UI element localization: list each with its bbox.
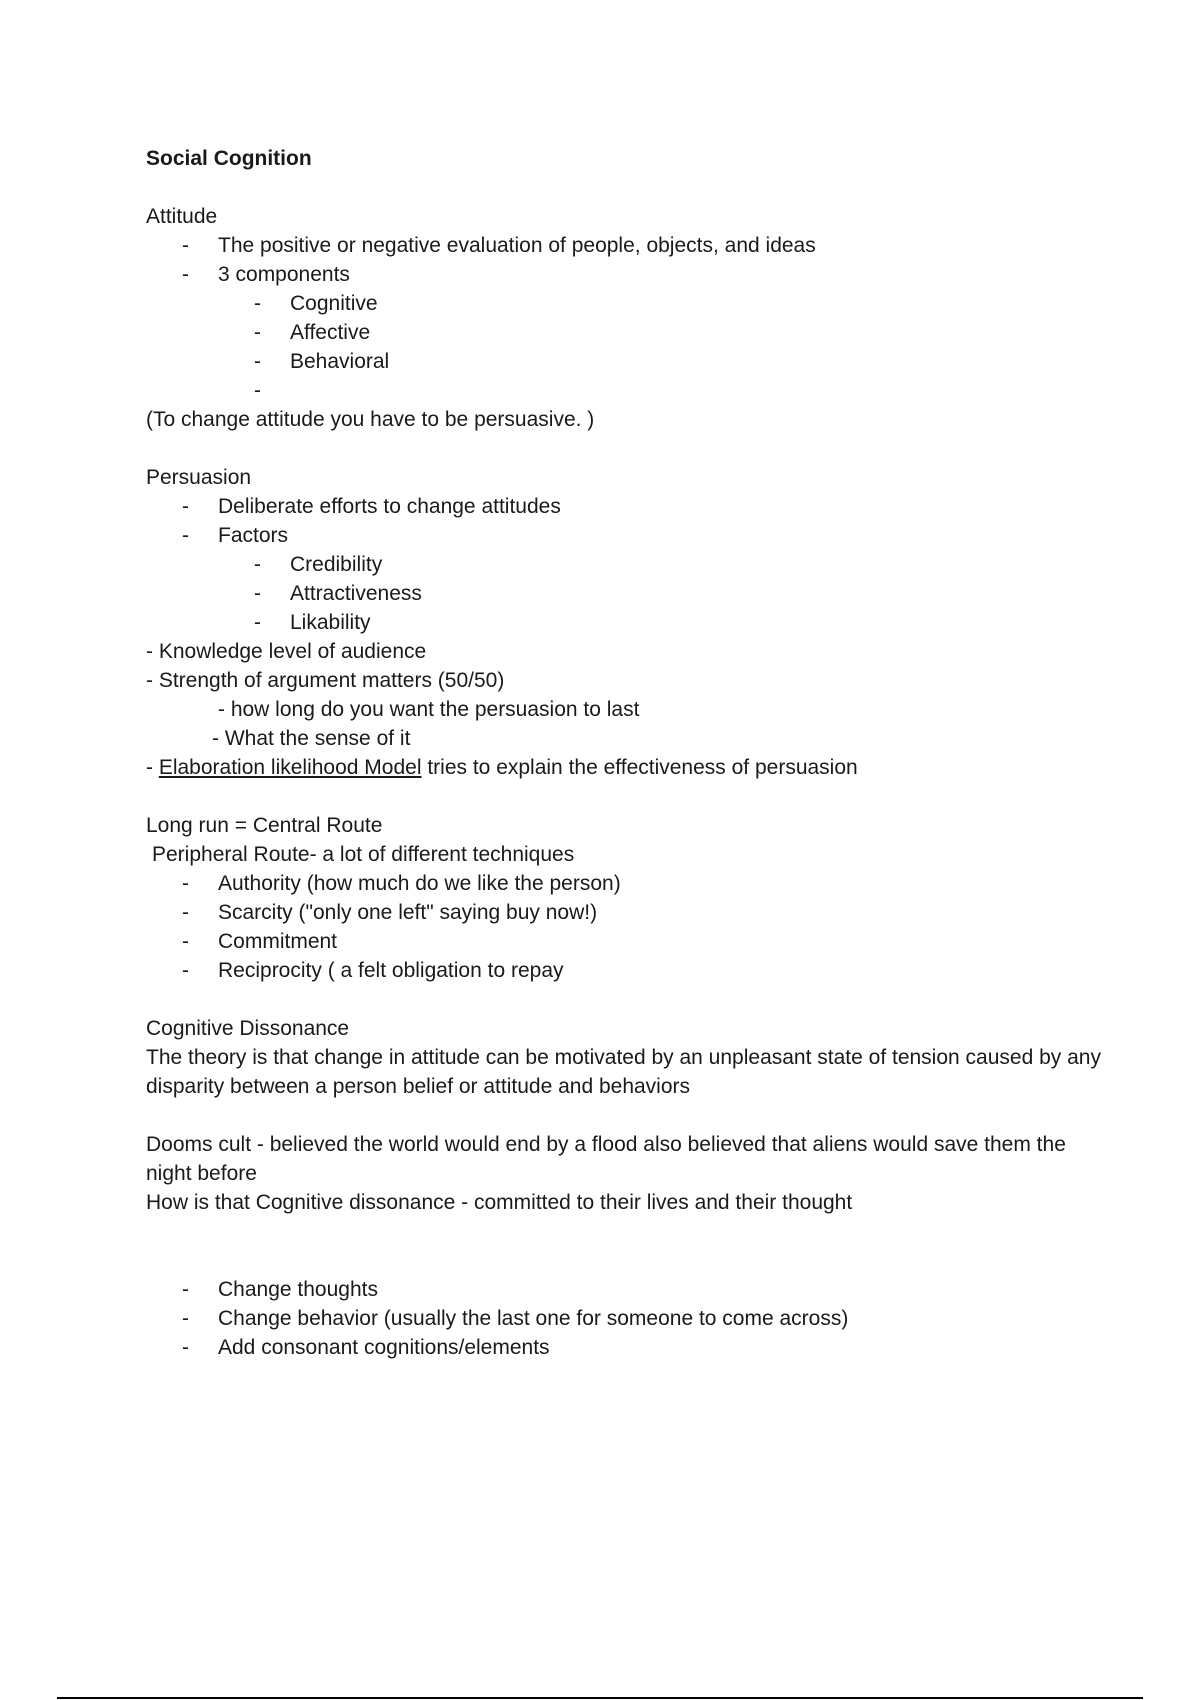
list-item: - Scarcity ("only one left" saying buy now!)	[146, 898, 1106, 927]
bullet-dash: -	[182, 263, 189, 286]
dissonance-theory: The theory is that change in attitude can be motivated by an unpleasant state of tension caused by any disparity between a person belief or attitude and behaviors	[146, 1046, 1101, 1098]
bullet-dash: -	[182, 959, 189, 982]
list-item: - Attractiveness	[146, 579, 1106, 608]
dooms-cult-paragraph: Dooms cult - believed the world would end by a flood also believed that aliens would save them the night before	[146, 1133, 1066, 1185]
attitude-heading: Attitude	[146, 205, 218, 228]
list-item: - Cognitive	[146, 289, 1106, 318]
sub-note: - how long do you want the persuasion to last	[218, 698, 640, 721]
document-title: Social Cognition	[146, 147, 312, 170]
list-item: - Factors	[146, 521, 1106, 550]
bullet-dash: -	[182, 1307, 189, 1330]
persuasion-heading: Persuasion	[146, 466, 252, 489]
page-bottom-rule	[57, 1697, 1143, 1699]
bullet-dash: -	[254, 292, 261, 315]
elm-underlined-term: Elaboration likelihood Model	[158, 756, 422, 779]
list-item: - Deliberate efforts to change attitudes	[146, 492, 1106, 521]
list-item: - Add consonant cognitions/elements	[146, 1333, 1106, 1362]
bullet-dash: -	[254, 350, 261, 373]
bullet-dash: -	[182, 234, 189, 257]
elm-line: - Elaboration likelihood Model tries to explain the effectiveness of persuasion	[146, 756, 858, 779]
peripheral-route-line: Peripheral Route- a lot of different techniques	[152, 843, 575, 866]
dissonance-heading: Cognitive Dissonance	[146, 1017, 350, 1040]
list-item: - Behavioral	[146, 347, 1106, 376]
knowledge-line: - Knowledge level of audience	[146, 640, 427, 663]
bullet-dash: -	[182, 495, 189, 518]
list-item: - Change behavior (usually the last one for someone to come across)	[146, 1304, 1106, 1333]
bullet-dash: -	[254, 611, 261, 634]
list-item: - Authority (how much do we like the person)	[146, 869, 1106, 898]
list-item-empty	[146, 376, 1106, 405]
list-item: - Credibility	[146, 550, 1106, 579]
bullet-dash: -	[254, 582, 261, 605]
list-item: - Commitment	[146, 927, 1106, 956]
list-item: - Affective	[146, 318, 1106, 347]
attitude-note: (To change attitude you have to be persuasive. )	[146, 408, 595, 431]
list-item: - 3 components	[146, 260, 1106, 289]
list-item: - The positive or negative evaluation of people, objects, and ideas	[146, 231, 1106, 260]
bullet-dash: -	[182, 901, 189, 924]
bullet-dash: -	[182, 524, 189, 547]
bullet-dash: -	[182, 1336, 189, 1359]
bullet-dash: -	[182, 1278, 189, 1301]
strength-line: - Strength of argument matters (50/50)	[146, 669, 505, 692]
document-body	[146, 144, 1106, 1362]
list-item: - Reciprocity ( a felt obligation to repay	[146, 956, 1106, 985]
bullet-dash: -	[182, 930, 189, 953]
bullet-dash: -	[254, 553, 261, 576]
bullet-dash: -	[254, 379, 261, 402]
bullet-dash: -	[182, 872, 189, 895]
dissonance-how: How is that Cognitive dissonance - committed to their lives and their thought	[146, 1191, 853, 1214]
central-route-line: Long run = Central Route	[146, 814, 383, 837]
sub-note: - What the sense of it	[212, 727, 411, 750]
bullet-dash: -	[254, 321, 261, 344]
list-item: - Change thoughts	[146, 1275, 1106, 1304]
list-item: - Likability	[146, 608, 1106, 637]
